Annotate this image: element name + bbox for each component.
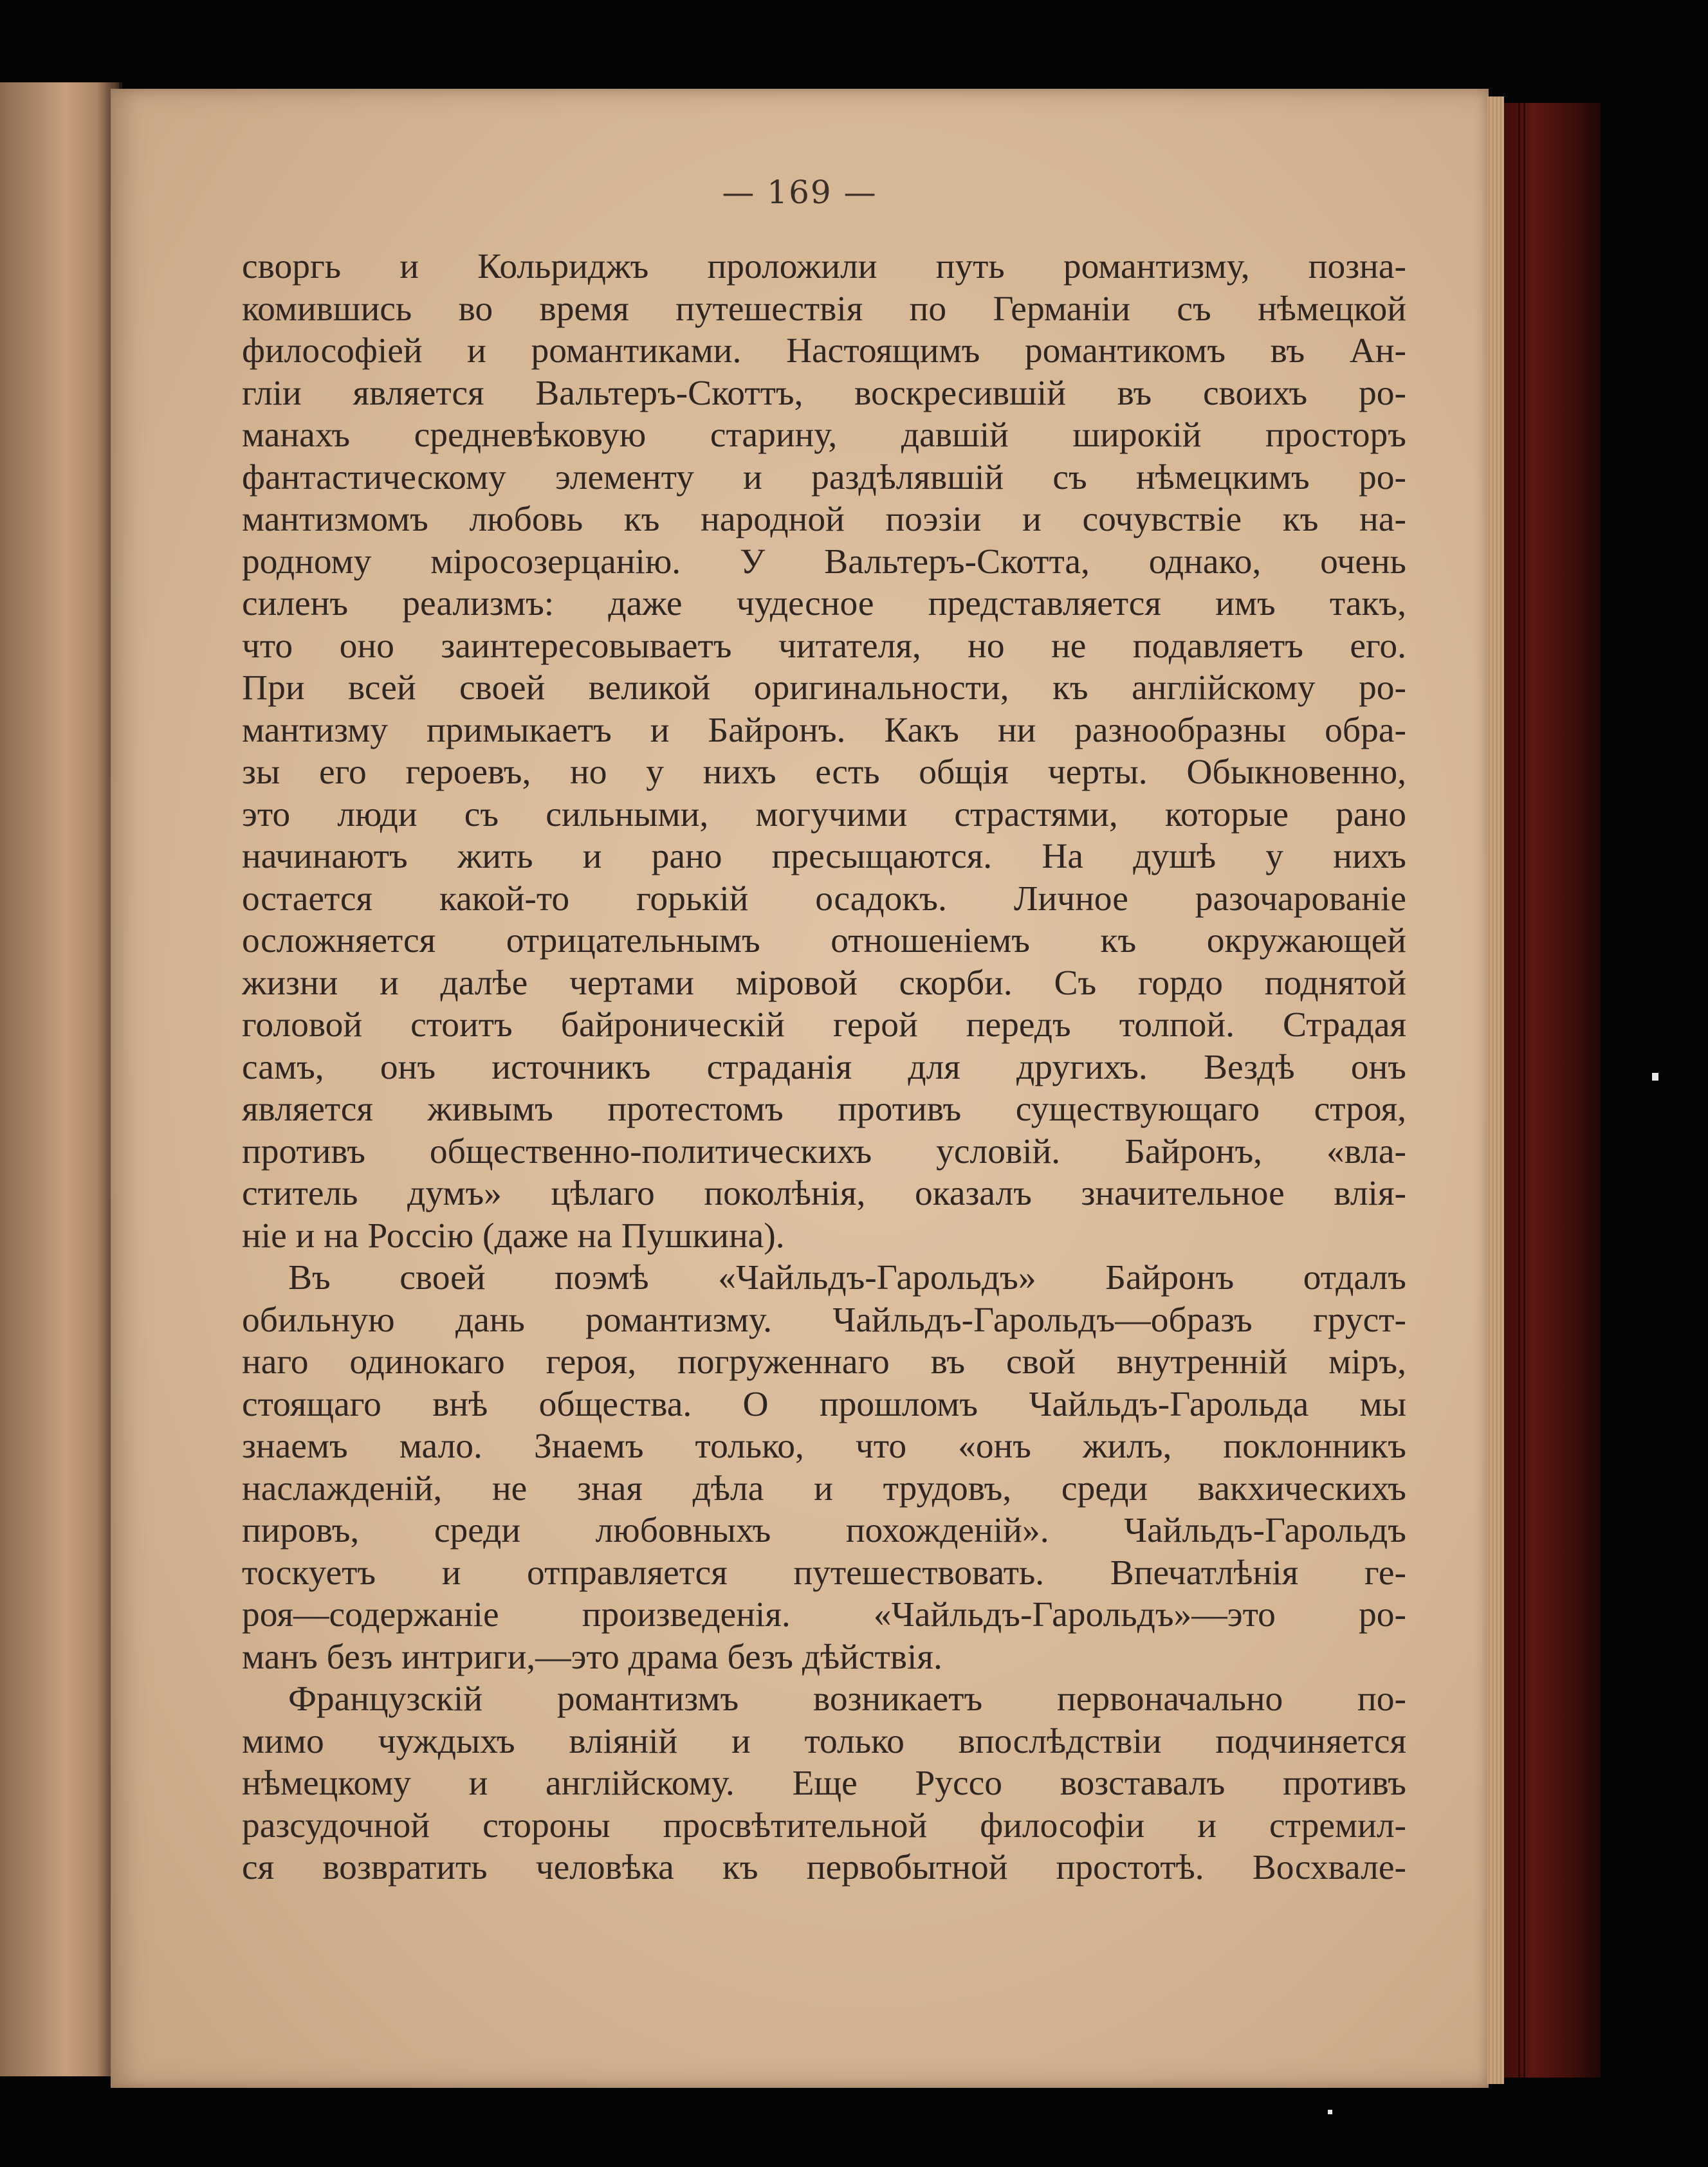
text-line: силенъ реализмъ: даже чудесное представляется имъ такъ, [242, 584, 1406, 623]
text-line: жизни и далѣе чертами міровой скорби. Съ гордо поднятой [242, 963, 1406, 1003]
text-line: это люди съ сильными, могучими страстями, которые рано [242, 794, 1406, 834]
text-line: является живымъ протестомъ противъ существующаго строя, [242, 1090, 1406, 1129]
text-line: роя—содержаніе произведенія. «Чайльдъ-Гарольдъ»—это ро- [242, 1595, 1406, 1634]
text-line: мантизму примыкаетъ и Байронъ. Какъ ни разнообразны обра- [242, 710, 1406, 750]
text-line: пировъ, среди любовныхъ похожденій». Чайльдъ-Гарольдъ [242, 1511, 1406, 1550]
text-line: что оно заинтересовываетъ читателя, но не подавляетъ его. [242, 626, 1406, 666]
page-number: — 169 — [722, 174, 877, 211]
cover-edge-line [1518, 103, 1520, 2078]
text-line: мантизмомъ любовь къ народной поэзіи и сочувствіе къ на- [242, 500, 1406, 539]
text-line: манъ безъ интриги,—это драма безъ дѣйствія. [242, 1637, 942, 1677]
text-line: самъ, онъ источникъ страданія для другихъ. Вездѣ онъ [242, 1047, 1406, 1087]
text-line: нѣмецкому и англійскому. Еще Руссо возставалъ противъ [242, 1764, 1406, 1803]
text-line: ся возвратить человѣка къ первобытной простотѣ. Восхвале- [242, 1848, 1406, 1887]
text-line: философіей и романтиками. Настоящимъ романтикомъ въ Ан- [242, 331, 1406, 370]
page-edges [1487, 96, 1504, 2084]
text-line: остается какой-то горькій осадокъ. Личное разочарованіе [242, 879, 1406, 919]
text-line: зы его героевъ, но у нихъ есть общія черты. Обыкновенно, [242, 753, 1406, 792]
text-line: родному міросозерцанію. У Вальтеръ-Скотта, однако, очень [242, 542, 1406, 581]
text-line: гліи является Вальтеръ-Скоттъ, воскресившій въ своихъ ро- [242, 373, 1406, 413]
text-line: тоскуетъ и отправляется путешествовать. Впечатлѣнія ге- [242, 1553, 1406, 1593]
text-line: фантастическому элементу и раздѣлявшій съ нѣмецкимъ ро- [242, 457, 1406, 497]
book-page [111, 89, 1489, 2088]
page-text [242, 246, 1406, 1889]
text-line: начинаютъ жить и рано пресыщаются. На душѣ у нихъ [242, 837, 1406, 876]
text-line: своргь и Кольриджъ проложили путь романтизму, позна- [242, 247, 1406, 286]
text-line: комившись во время путешествія по Германіи съ нѣмецкой [242, 289, 1406, 329]
text-line: При всей своей великой оригинальности, къ англійскому ро- [242, 668, 1406, 708]
text-line: мимо чуждыхъ вліяній и только впослѣдствіи подчиняется [242, 1721, 1406, 1761]
text-line: ніе и на Россію (даже на Пушкина). [242, 1216, 785, 1256]
cover-edge-line [1523, 103, 1525, 2078]
text-line: осложняется отрицательнымъ отношеніемъ къ окружающей [242, 921, 1406, 960]
text-line: наго одинокаго героя, погруженнаго въ свой внутренній міръ, [242, 1342, 1406, 1382]
text-line: наслажденій, не зная дѣла и трудовъ, среди вакхическихъ [242, 1468, 1406, 1508]
text-line: манахъ средневѣковую старину, давшій широкій просторъ [242, 416, 1406, 455]
text-line: стоящаго внѣ общества. О прошломъ Чайльдъ-Гарольда мы [242, 1384, 1406, 1424]
scan-dust-speck [1652, 1073, 1658, 1081]
text-line: знаемъ мало. Знаемъ только, что «онъ жилъ, поклонникъ [242, 1427, 1406, 1466]
text-line: головой стоитъ байроническій герой передъ толпой. Страдая [242, 1005, 1406, 1045]
text-line: обильную дань романтизму. Чайльдъ-Гарольдъ—образъ груст- [242, 1300, 1406, 1340]
text-line: Французскій романтизмъ возникаетъ первоначально по- [288, 1679, 1406, 1719]
text-line: Въ своей поэмѣ «Чайльдъ-Гарольдъ» Байронъ отдалъ [288, 1258, 1406, 1297]
scan-dust-speck [1328, 2110, 1332, 2114]
text-line: противъ общественно-политическихъ условій. Байронъ, «вла- [242, 1131, 1406, 1171]
text-line: ститель думъ» цѣлаго поколѣнія, оказалъ значительное влія- [242, 1174, 1406, 1213]
text-line: разсудочной стороны просвѣтительной философіи и стремил- [242, 1806, 1406, 1845]
